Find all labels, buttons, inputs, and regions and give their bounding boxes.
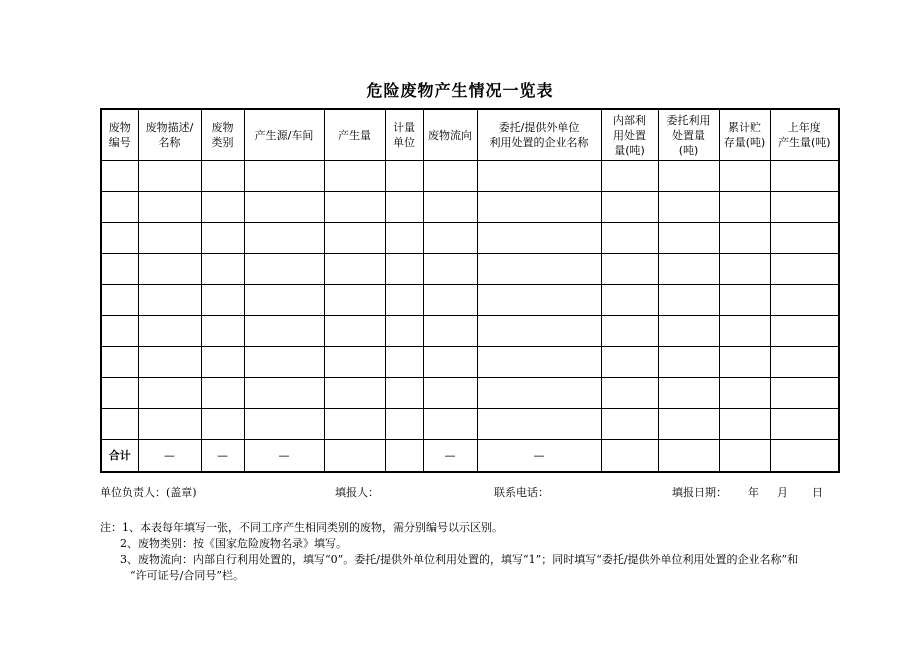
note-line-3: 3、废物流向：内部自行利用处置的，填写“0”。委托/提供外单位利用处置的，填写“1”；同时填写“委托/提供外单位利用处置的企业名称”和	[120, 553, 799, 566]
header-quantity: 产生量	[324, 109, 385, 161]
table-cell[interactable]	[601, 161, 658, 192]
table-cell[interactable]	[770, 285, 839, 316]
table-cell[interactable]	[385, 347, 423, 378]
year-label: 年	[748, 486, 759, 499]
table-cell[interactable]	[719, 223, 770, 254]
table-cell[interactable]	[201, 347, 244, 378]
table-row	[101, 409, 839, 440]
table-cell[interactable]	[719, 409, 770, 440]
table-cell[interactable]	[101, 285, 138, 316]
table-cell[interactable]	[138, 409, 201, 440]
table-row	[101, 378, 839, 409]
table-cell[interactable]	[423, 285, 477, 316]
table-cell[interactable]	[770, 223, 839, 254]
header-source-workshop: 产生源/车间	[244, 109, 324, 161]
table-cell[interactable]	[477, 316, 601, 347]
table-cell[interactable]	[770, 161, 839, 192]
header-waste-code: 废物 编号	[101, 109, 138, 161]
table-cell[interactable]	[658, 223, 719, 254]
total-cell[interactable]	[601, 440, 658, 473]
table-cell[interactable]	[770, 192, 839, 223]
header-row	[101, 109, 839, 161]
table-cell[interactable]	[244, 378, 324, 409]
table-cell[interactable]	[101, 378, 138, 409]
table-cell[interactable]	[477, 409, 601, 440]
table-cell[interactable]	[719, 347, 770, 378]
header-contractor-name: 委托/提供外单位 利用处置的企业名称	[477, 109, 601, 161]
table-cell[interactable]	[423, 223, 477, 254]
table-row	[101, 254, 839, 285]
table-cell[interactable]	[423, 192, 477, 223]
table-cell[interactable]	[770, 347, 839, 378]
table-cell[interactable]	[385, 254, 423, 285]
table-cell[interactable]	[244, 316, 324, 347]
table-cell[interactable]	[138, 254, 201, 285]
table-row	[101, 161, 839, 192]
table-cell[interactable]	[770, 378, 839, 409]
table-cell[interactable]	[601, 285, 658, 316]
table-cell[interactable]	[658, 409, 719, 440]
table-cell[interactable]	[324, 347, 385, 378]
table-cell[interactable]	[423, 347, 477, 378]
notes-section	[100, 520, 860, 584]
phone-label: 联系电话：	[494, 486, 549, 499]
table-cell[interactable]	[477, 223, 601, 254]
total-cell[interactable]: —	[423, 440, 477, 473]
table-cell[interactable]	[138, 192, 201, 223]
table-cell[interactable]	[244, 285, 324, 316]
table-cell[interactable]	[658, 161, 719, 192]
table-cell[interactable]	[101, 161, 138, 192]
table-cell[interactable]	[244, 223, 324, 254]
table-cell[interactable]	[201, 192, 244, 223]
table-cell[interactable]	[324, 409, 385, 440]
table-cell[interactable]	[719, 254, 770, 285]
table-cell[interactable]	[601, 409, 658, 440]
table-cell[interactable]	[324, 316, 385, 347]
total-label: 合计	[101, 440, 138, 473]
header-storage: 累计贮 存量(吨)	[719, 109, 770, 161]
table-cell[interactable]	[101, 409, 138, 440]
table-cell[interactable]	[477, 254, 601, 285]
table-cell[interactable]	[719, 161, 770, 192]
table-cell[interactable]	[385, 192, 423, 223]
table-cell[interactable]	[423, 316, 477, 347]
header-contracted-disposal: 委托利用 处置量 (吨)	[658, 109, 719, 161]
table-cell[interactable]	[658, 285, 719, 316]
table-cell[interactable]	[324, 223, 385, 254]
table-cell[interactable]	[201, 409, 244, 440]
table-cell[interactable]	[244, 347, 324, 378]
table-cell[interactable]	[101, 347, 138, 378]
table-cell[interactable]	[477, 285, 601, 316]
total-cell[interactable]: —	[201, 440, 244, 473]
note-line-1: 注：1、本表每年填写一张，不同工序产生相同类别的废物，需分别编号以示区别。	[100, 521, 503, 534]
table-cell[interactable]	[324, 378, 385, 409]
table-cell[interactable]	[324, 285, 385, 316]
table-cell[interactable]	[101, 254, 138, 285]
table-cell[interactable]	[201, 223, 244, 254]
total-cell[interactable]	[658, 440, 719, 473]
total-row	[101, 440, 839, 473]
month-label: 月	[777, 486, 788, 499]
table-cell[interactable]	[385, 316, 423, 347]
table-cell[interactable]	[601, 316, 658, 347]
table-cell[interactable]	[770, 316, 839, 347]
table-cell[interactable]	[138, 161, 201, 192]
note-line-2: 2、废物类别：按《国家危险废物名录》填写。	[120, 537, 347, 550]
table-cell[interactable]	[201, 316, 244, 347]
total-cell[interactable]	[770, 440, 839, 473]
table-cell[interactable]	[138, 347, 201, 378]
total-cell[interactable]	[324, 440, 385, 473]
table-cell[interactable]	[324, 161, 385, 192]
day-label: 日	[812, 486, 823, 499]
total-cell[interactable]	[719, 440, 770, 473]
table-cell[interactable]	[201, 161, 244, 192]
table-cell[interactable]	[658, 378, 719, 409]
table-cell[interactable]	[201, 254, 244, 285]
table-row	[101, 223, 839, 254]
table-cell[interactable]	[658, 316, 719, 347]
table-row	[101, 347, 839, 378]
table-cell[interactable]	[477, 347, 601, 378]
page-title: 危险废物产生情况一览表	[366, 81, 554, 100]
table-cell[interactable]	[138, 316, 201, 347]
table-cell[interactable]	[244, 192, 324, 223]
table-cell[interactable]	[601, 254, 658, 285]
total-cell[interactable]: —	[477, 440, 601, 473]
total-cell[interactable]	[385, 440, 423, 473]
table-cell[interactable]	[138, 285, 201, 316]
table-cell[interactable]	[601, 223, 658, 254]
table-cell[interactable]	[138, 223, 201, 254]
table-cell[interactable]	[601, 347, 658, 378]
table-cell[interactable]	[244, 161, 324, 192]
header-unit: 计量 单位	[385, 109, 423, 161]
table-cell[interactable]	[423, 378, 477, 409]
table-cell[interactable]	[658, 347, 719, 378]
table-cell[interactable]	[719, 378, 770, 409]
table-cell[interactable]	[719, 316, 770, 347]
table-cell[interactable]	[658, 254, 719, 285]
table-cell[interactable]	[385, 285, 423, 316]
filler-label: 填报人：	[335, 486, 379, 499]
table-cell[interactable]	[324, 192, 385, 223]
note-line-4: “许可证号/合同号”栏。	[130, 569, 244, 582]
header-last-year: 上年度 产生量(吨)	[770, 109, 839, 161]
header-waste-name: 废物描述/ 名称	[138, 109, 201, 161]
table-cell[interactable]	[201, 285, 244, 316]
table-row	[101, 316, 839, 347]
table-cell[interactable]	[719, 285, 770, 316]
table-cell[interactable]	[385, 378, 423, 409]
table-cell[interactable]	[770, 254, 839, 285]
table-cell[interactable]	[101, 316, 138, 347]
table-cell[interactable]	[423, 161, 477, 192]
table-cell[interactable]	[477, 192, 601, 223]
table-cell[interactable]	[244, 409, 324, 440]
table-cell[interactable]	[719, 192, 770, 223]
table-cell[interactable]	[477, 378, 601, 409]
table-cell[interactable]	[770, 409, 839, 440]
table-cell[interactable]	[385, 409, 423, 440]
form-footer	[100, 484, 840, 500]
table-cell[interactable]	[385, 223, 423, 254]
table-cell[interactable]	[101, 192, 138, 223]
date-label: 填报日期：	[672, 486, 727, 499]
header-waste-flow: 废物流向	[423, 109, 477, 161]
table-row	[101, 192, 839, 223]
table-cell[interactable]	[423, 409, 477, 440]
table-cell[interactable]	[477, 161, 601, 192]
table-cell[interactable]	[138, 378, 201, 409]
table-cell[interactable]	[385, 161, 423, 192]
table-cell[interactable]	[423, 254, 477, 285]
table-cell[interactable]	[601, 192, 658, 223]
table-cell[interactable]	[101, 223, 138, 254]
header-internal-disposal: 内部利 用处置 量(吨)	[601, 109, 658, 161]
responsible-person-label: 单位负责人：(盖章)	[100, 486, 197, 499]
table-body	[101, 161, 839, 473]
table-row	[101, 285, 839, 316]
total-cell[interactable]: —	[138, 440, 201, 473]
table-cell[interactable]	[658, 192, 719, 223]
total-cell[interactable]: —	[244, 440, 324, 473]
table-cell[interactable]	[601, 378, 658, 409]
table-cell[interactable]	[244, 254, 324, 285]
header-waste-category: 废物 类别	[201, 109, 244, 161]
table-cell[interactable]	[201, 378, 244, 409]
table-cell[interactable]	[324, 254, 385, 285]
waste-summary-table	[100, 108, 840, 473]
